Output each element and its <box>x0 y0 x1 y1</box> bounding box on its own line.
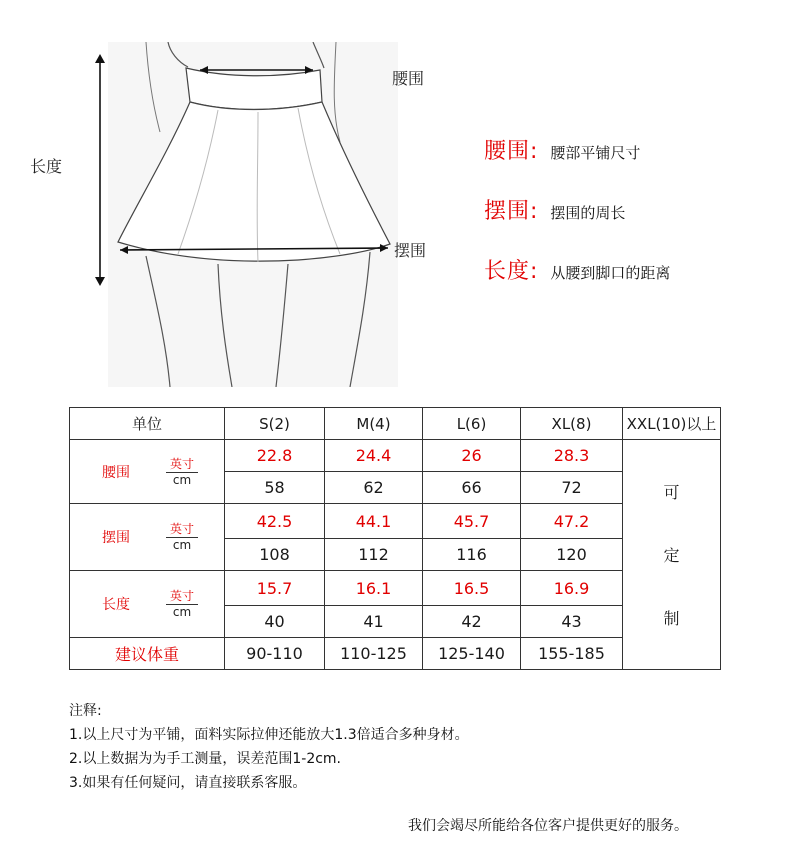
header-xxl: XXL(10)以上 <box>623 408 721 440</box>
note-item: 3.如果有任何疑问，请直接联系客服。 <box>69 775 307 791</box>
note-item: 1.以上尺寸为平铺，面料实际拉伸还能放大1.3倍适合多种身材。 <box>69 727 469 743</box>
legend-desc: 摆围的周长 <box>550 204 626 222</box>
header-unit: 单位 <box>70 408 225 440</box>
row-head-length <box>70 571 225 638</box>
cell-cm: 43 <box>521 606 623 638</box>
unit-cm: cm <box>172 538 192 552</box>
legend-waist <box>484 134 640 165</box>
weight-label: 建议体重 <box>70 638 225 670</box>
header-xl: XL(8) <box>521 408 623 440</box>
row-head-waist <box>70 440 225 504</box>
cell-cm: 41 <box>325 606 423 638</box>
length-label: 长度 <box>30 157 63 176</box>
row-name: 长度 <box>102 597 130 613</box>
cell-inch: 22.8 <box>225 440 325 472</box>
legend-hem <box>484 194 625 225</box>
table-header-row <box>70 408 721 440</box>
skirt-illustration <box>108 42 398 387</box>
cell-cm: 112 <box>325 539 423 571</box>
cell-inch: 16.9 <box>521 571 623 606</box>
cell-cm: 58 <box>225 472 325 504</box>
cell-cm: 120 <box>521 539 623 571</box>
row-head-hem <box>70 504 225 571</box>
hem-label: 摆围 <box>394 241 427 260</box>
row-name: 摆围 <box>102 530 130 546</box>
unit-cm: cm <box>172 472 192 487</box>
cell-inch: 16.1 <box>325 571 423 606</box>
cell-cm: 40 <box>225 606 325 638</box>
row-name: 腰围 <box>102 464 130 481</box>
legend-desc: 从腰到脚口的距离 <box>550 264 671 282</box>
cell-cm: 108 <box>225 539 325 571</box>
custom-char: 可 <box>663 483 680 502</box>
unit-inch: 英寸 <box>166 589 198 605</box>
cell-inch: 28.3 <box>521 440 623 472</box>
footer-message: 我们会竭尽所能给各位客户提供更好的服务。 <box>408 818 688 834</box>
cell-inch: 44.1 <box>325 504 423 539</box>
legend-key: 长度: <box>484 259 539 284</box>
unit-stack <box>166 589 198 619</box>
cell-weight: 110-125 <box>325 638 423 670</box>
unit-stack <box>166 457 198 487</box>
custom-cell <box>623 440 721 670</box>
custom-char: 制 <box>663 609 680 628</box>
unit-cm: cm <box>172 605 192 619</box>
header-l: L(6) <box>423 408 521 440</box>
cell-cm: 42 <box>423 606 521 638</box>
cell-inch: 15.7 <box>225 571 325 606</box>
size-table <box>69 407 721 670</box>
cell-weight: 125-140 <box>423 638 521 670</box>
cell-cm: 66 <box>423 472 521 504</box>
skirt-sketch <box>108 42 398 387</box>
cell-cm: 72 <box>521 472 623 504</box>
cell-inch: 47.2 <box>521 504 623 539</box>
length-arrow <box>92 54 108 286</box>
legend-length <box>484 254 670 285</box>
legend-desc: 腰部平铺尺寸 <box>550 144 641 162</box>
legend-key: 摆围: <box>484 199 539 224</box>
custom-char: 定 <box>663 546 680 565</box>
cell-inch: 42.5 <box>225 504 325 539</box>
cell-inch: 24.4 <box>325 440 423 472</box>
header-m: M(4) <box>325 408 423 440</box>
unit-inch: 英寸 <box>166 522 198 538</box>
cell-weight: 155-185 <box>521 638 623 670</box>
cell-inch: 26 <box>423 440 521 472</box>
cell-cm: 62 <box>325 472 423 504</box>
waist-label: 腰围 <box>392 69 425 88</box>
cell-inch: 16.5 <box>423 571 521 606</box>
unit-stack <box>166 522 198 552</box>
header-s: S(2) <box>225 408 325 440</box>
table-row <box>70 440 721 472</box>
legend-key: 腰围: <box>484 139 539 164</box>
unit-inch: 英寸 <box>166 457 198 473</box>
notes-title: 注释: <box>69 703 102 719</box>
cell-cm: 116 <box>423 539 521 571</box>
note-item: 2.以上数据为为手工测量，误差范围1-2cm. <box>69 751 342 767</box>
cell-weight: 90-110 <box>225 638 325 670</box>
cell-inch: 45.7 <box>423 504 521 539</box>
